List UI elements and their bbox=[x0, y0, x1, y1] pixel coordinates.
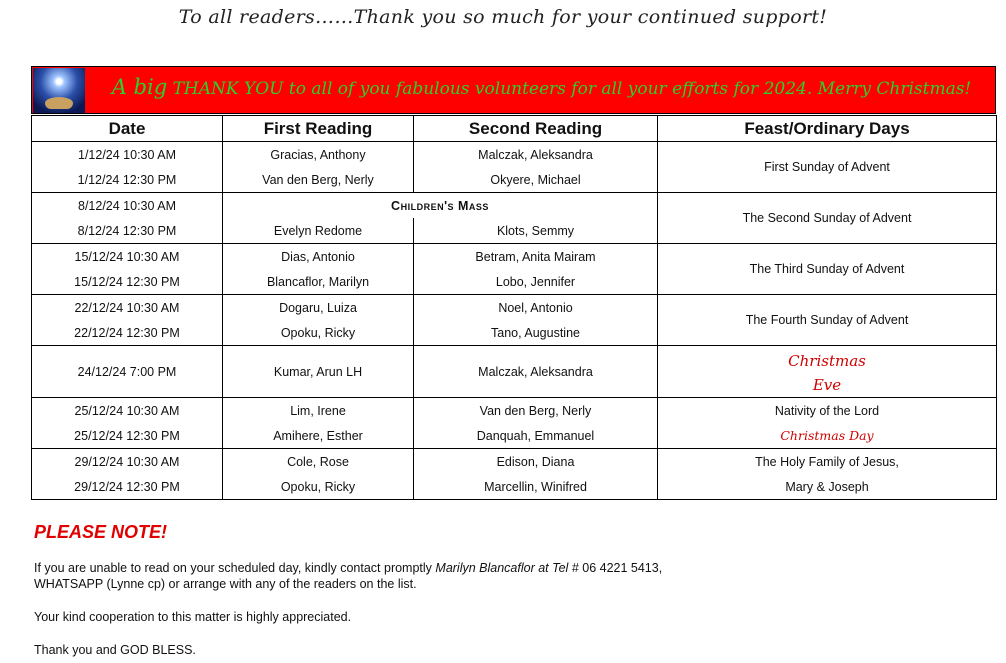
table-row bbox=[32, 449, 997, 475]
christmas-eve-line1: Christmas bbox=[788, 351, 866, 370]
feast-cell: Mary & Joseph bbox=[658, 474, 997, 500]
childrens-mass-label: Children's Mass bbox=[223, 193, 658, 219]
header-first-reading: First Reading bbox=[223, 116, 414, 142]
first-reader-cell: Cole, Rose bbox=[223, 449, 414, 475]
feast-cell-christmas-eve bbox=[658, 346, 997, 398]
first-reader-cell: Gracias, Anthony bbox=[223, 142, 414, 168]
feast-cell: The Fourth Sunday of Advent bbox=[658, 295, 997, 346]
table-row bbox=[32, 398, 997, 424]
thank-you-banner bbox=[31, 66, 996, 114]
banner-big-text: A big bbox=[111, 75, 168, 99]
date-cell: 1/12/24 12:30 PM bbox=[32, 167, 223, 193]
first-reader-cell: Kumar, Arun LH bbox=[223, 346, 414, 398]
second-reader-cell: Edison, Diana bbox=[414, 449, 658, 475]
feast-cell: The Third Sunday of Advent bbox=[658, 244, 997, 295]
cooperation-paragraph: Your kind cooperation to this matter is highly appreciated. bbox=[34, 610, 352, 624]
table-row bbox=[32, 346, 997, 398]
first-reader-cell: Opoku, Ricky bbox=[223, 320, 414, 346]
date-cell: 22/12/24 10:30 AM bbox=[32, 295, 223, 321]
feast-cell: The Holy Family of Jesus, bbox=[658, 449, 997, 475]
contact-text-a: If you are unable to read on your scheduled day, kindly contact promptly bbox=[34, 561, 436, 575]
second-reader-cell: Betram, Anita Mairam bbox=[414, 244, 658, 270]
first-reader-cell: Evelyn Redome bbox=[223, 218, 414, 244]
table-row bbox=[32, 193, 997, 219]
date-cell: 15/12/24 12:30 PM bbox=[32, 269, 223, 295]
contact-text-d: WHATSAPP (Lynne cp) or arrange with any of the readers on the list. bbox=[34, 577, 417, 591]
second-reader-cell: Danquah, Emmanuel bbox=[414, 423, 658, 449]
second-reader-cell: Klots, Semmy bbox=[414, 218, 658, 244]
first-reader-cell: Dogaru, Luiza bbox=[223, 295, 414, 321]
date-cell: 29/12/24 10:30 AM bbox=[32, 449, 223, 475]
feast-cell: First Sunday of Advent bbox=[658, 142, 997, 193]
top-note: To all readers……Thank you so much for your continued support! bbox=[178, 6, 828, 28]
contact-phone: 06 4221 5413, bbox=[578, 561, 663, 575]
feast-cell-christmas-day: Christmas Day bbox=[658, 423, 997, 449]
second-reader-cell: Malczak, Aleksandra bbox=[414, 346, 658, 398]
table-row bbox=[32, 142, 997, 168]
header-second-reading: Second Reading bbox=[414, 116, 658, 142]
date-cell: 25/12/24 12:30 PM bbox=[32, 423, 223, 449]
feast-cell: The Second Sunday of Advent bbox=[658, 193, 997, 244]
second-reader-cell: Malczak, Aleksandra bbox=[414, 142, 658, 168]
first-reader-cell: Van den Berg, Nerly bbox=[223, 167, 414, 193]
second-reader-cell: Tano, Augustine bbox=[414, 320, 658, 346]
date-cell: 15/12/24 10:30 AM bbox=[32, 244, 223, 270]
second-reader-cell: Lobo, Jennifer bbox=[414, 269, 658, 295]
second-reader-cell: Okyere, Michael bbox=[414, 167, 658, 193]
banner-message: THANK YOU to all of you fabulous volunteers for all your efforts for 2024. Merry Christmas! bbox=[172, 79, 972, 99]
header-date: Date bbox=[32, 116, 223, 142]
first-reader-cell: Lim, Irene bbox=[223, 398, 414, 424]
readers-schedule-table bbox=[31, 115, 997, 500]
date-cell: 1/12/24 10:30 AM bbox=[32, 142, 223, 168]
contact-paragraph bbox=[34, 560, 662, 592]
date-cell: 22/12/24 12:30 PM bbox=[32, 320, 223, 346]
second-reader-cell: Van den Berg, Nerly bbox=[414, 398, 658, 424]
please-note-heading: PLEASE NOTE! bbox=[34, 522, 168, 542]
header-feast: Feast/Ordinary Days bbox=[658, 116, 997, 142]
banner-text bbox=[92, 75, 991, 99]
nativity-star-image bbox=[33, 68, 85, 113]
date-cell: 29/12/24 12:30 PM bbox=[32, 474, 223, 500]
table-row bbox=[32, 474, 997, 500]
table-header-row bbox=[32, 116, 997, 142]
first-reader-cell: Blancaflor, Marilyn bbox=[223, 269, 414, 295]
second-reader-cell: Noel, Antonio bbox=[414, 295, 658, 321]
date-cell: 24/12/24 7:00 PM bbox=[32, 346, 223, 398]
christmas-eve-line2: Eve bbox=[812, 375, 842, 394]
first-reader-cell: Opoku, Ricky bbox=[223, 474, 414, 500]
closing-paragraph: Thank you and GOD BLESS. bbox=[34, 643, 196, 657]
second-reader-cell: Marcellin, Winifred bbox=[414, 474, 658, 500]
date-cell: 25/12/24 10:30 AM bbox=[32, 398, 223, 424]
table-row bbox=[32, 423, 997, 449]
first-reader-cell: Amihere, Esther bbox=[223, 423, 414, 449]
first-reader-cell: Dias, Antonio bbox=[223, 244, 414, 270]
table-row bbox=[32, 295, 997, 321]
feast-cell: Nativity of the Lord bbox=[658, 398, 997, 424]
date-cell: 8/12/24 12:30 PM bbox=[32, 218, 223, 244]
table-row bbox=[32, 244, 997, 270]
date-cell: 8/12/24 10:30 AM bbox=[32, 193, 223, 219]
contact-name: Marilyn Blancaflor at Tel # bbox=[435, 561, 579, 575]
